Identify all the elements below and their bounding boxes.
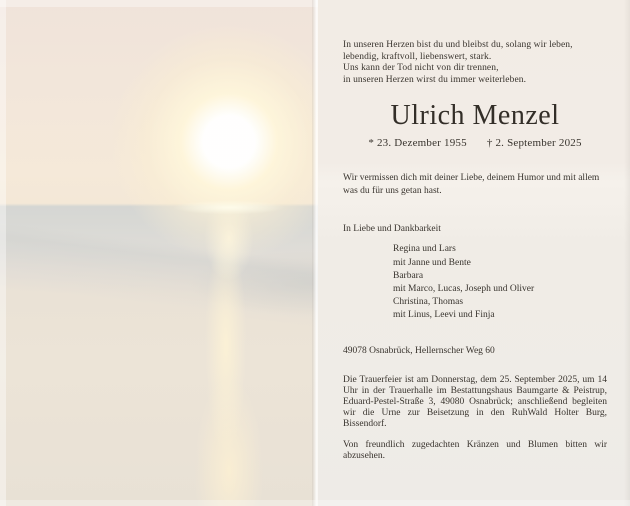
death-date: † 2. September 2025 <box>486 137 582 150</box>
mourner-line: mit Janne und Bente <box>393 257 471 268</box>
photo-left-highlight <box>0 0 6 506</box>
poem-line: lebendig, kraftvoll, liebenswert, stark. <box>343 51 492 62</box>
mourner-line: mit Marco, Lucas, Joseph und Oliver <box>393 283 535 294</box>
poem-line: In unseren Herzen bist du und bleibst du, solang wir leben, <box>343 40 573 50</box>
deceased-name: Ulrich Menzel <box>390 100 560 132</box>
address-line: 49078 Osnabrück, Hellernscher Weg 60 <box>343 345 495 356</box>
bottom-edge-highlight <box>0 500 630 506</box>
closing-line: In Liebe und Dankbarkeit <box>343 224 441 235</box>
mourners-list <box>393 243 607 322</box>
tribute-text: Wir vermissen dich mit deiner Liebe, deinem Humor und mit allem was du für uns getan hast. <box>343 173 600 197</box>
mourner-line: Regina und Lars <box>393 244 456 255</box>
mourner-line: Barbara <box>393 270 424 281</box>
poem-line: Uns kann der Tod nicht von dir trennen, <box>343 63 499 74</box>
memorial-poem <box>343 40 607 86</box>
life-dates <box>343 137 607 149</box>
funeral-details: Die Trauerfeier ist am Donnerstag, dem 25. September 2025, um 14 Uhr in der Trauerhalle im Bestattungshaus Baumgarte & Peistrup, Eduard-Pestel-Straße 3, 49080 Osnabrück; anschließend begleiten wir die Urne zur Beisetzung in den RuhWald Holter Burg, Bissendorf. <box>343 374 607 430</box>
mourner-line: Christina, Thomas <box>393 297 464 308</box>
text-panel <box>318 0 630 506</box>
poem-line: in unseren Herzen wirst du immer weiterleben. <box>343 74 527 85</box>
birth-date: * 23. Dezember 1955 <box>368 137 467 150</box>
photo-top-highlight <box>0 0 318 7</box>
mourner-line: mit Linus, Leevi und Finja <box>393 310 495 321</box>
flowers-note: Von freundlich zugedachten Kränzen und Blumen bitten wir abzusehen. <box>343 439 607 461</box>
